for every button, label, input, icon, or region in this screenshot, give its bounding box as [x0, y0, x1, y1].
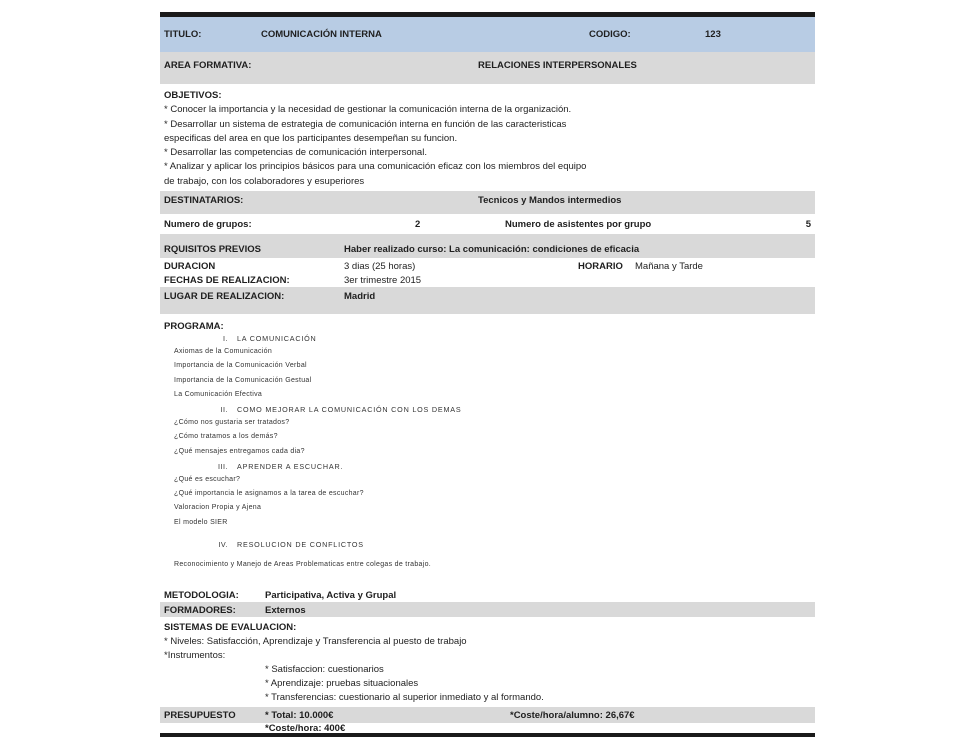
destinatarios-label: DESTINATARIOS:	[164, 195, 244, 207]
grupos-label: Numero de grupos:	[164, 219, 252, 231]
metodologia-row	[160, 587, 815, 602]
objetivo-line: * Desarrollar las competencias de comunicación interpersonal.	[164, 147, 427, 159]
duracion-value: 3 dias (25 horas)	[344, 261, 416, 273]
objetivo-line: * Desarrollar un sistema de estrategia de comunicación interna en función de las caracteristicas	[164, 118, 567, 130]
programa-subitem-text: ¿Qué mensajes entregamos cada dia?	[174, 447, 305, 455]
programa-heading-text: RESOLUCION DE CONFLICTOS	[237, 539, 364, 549]
programa-subitem	[160, 476, 815, 490]
programa-heading-text: LA COMUNICACIÓN	[237, 334, 317, 344]
programa-subitem-text: Axiomas de la Comunicación	[174, 348, 273, 356]
requisitos-label: RQUISITOS PREVIOS	[164, 244, 261, 256]
metodologia-label: METODOLOGIA:	[164, 590, 239, 602]
objetivo-line: * Conocer la importancia y la necesidad de gestionar la comunicación interna de la organización.	[164, 104, 572, 116]
programa-heading-text: COMO MEJORAR LA COMUNICACIÓN CON LOS DEMAS	[237, 405, 462, 415]
area-value: RELACIONES INTERPERSONALES	[478, 60, 637, 71]
programa-subitem	[160, 348, 815, 362]
horario-label: HORARIO	[578, 261, 623, 273]
programa-subitem	[160, 504, 815, 518]
presupuesto-label: PRESUPUESTO	[164, 710, 236, 722]
formadores-label: FORMADORES:	[164, 605, 236, 617]
niveles-line: * Niveles: Satisfacción, Aprendizaje y Transferencia al puesto de trabajo	[164, 636, 467, 648]
programa-subitem	[160, 362, 815, 376]
grupos-row	[160, 214, 815, 234]
programa-numeral: II.	[220, 405, 228, 415]
metodologia-value: Participativa, Activa y Grupal	[265, 590, 397, 602]
lugar-value: Madrid	[344, 291, 376, 303]
bottom-border-bar	[160, 733, 815, 737]
programa-subitem	[160, 519, 815, 533]
asistentes-value: 5	[805, 219, 811, 231]
coste-hora-row	[160, 723, 815, 733]
evaluacion-label: SISTEMAS DE EVALUACION:	[164, 622, 297, 634]
area-label: AREA FORMATIVA:	[164, 60, 252, 71]
objetivos-section	[160, 84, 815, 191]
lugar-row	[160, 287, 815, 314]
titulo-label: TITULO:	[164, 29, 202, 40]
requisitos-value: Haber realizado curso: La comunicación: condiciones de eficacia	[344, 244, 640, 256]
programa-numeral: I.	[223, 334, 228, 344]
programa-subitem-text: El modelo SIER	[174, 518, 228, 526]
fechas-value: 3er trimestre 2015	[344, 275, 422, 287]
programa-subitem-text: ¿Qué importancia le asignamos a la tarea de escuchar?	[174, 490, 364, 498]
objetivo-line: especificas del area en que los participantes desempeñan su funcion.	[164, 132, 458, 144]
programa-subitem-text: La Comunicación Efectiva	[174, 390, 263, 398]
asistentes-label: Numero de asistentes por grupo	[505, 219, 652, 231]
formadores-value: Externos	[265, 605, 306, 617]
programa-heading	[160, 462, 815, 476]
programa-subitem	[160, 561, 815, 575]
programa-numeral: III.	[218, 461, 228, 471]
evaluacion-section	[160, 617, 815, 707]
programa-subitem	[160, 448, 815, 462]
instrumento-item: * Aprendizaje: pruebas situacionales	[265, 678, 419, 690]
coste-hora: *Coste/hora: 400€	[265, 723, 346, 735]
presupuesto-total: * Total: 10.000€	[265, 710, 334, 722]
programa-subitem	[160, 377, 815, 391]
lugar-label: LUGAR DE REALIZACION:	[164, 291, 285, 303]
programa-subitem	[160, 391, 815, 405]
objetivo-line: * Analizar y aplicar los principios básicos para una comunicación eficaz con los miembros del equipo	[164, 161, 587, 173]
programa-heading	[160, 540, 815, 554]
instrumento-item: * Transferencias: cuestionario al superior inmediato y al formando.	[265, 692, 544, 704]
instrumentos-label: *Instrumentos:	[164, 650, 226, 662]
programa-heading	[160, 405, 815, 419]
title-row	[160, 17, 815, 52]
instrumento-item: * Satisfaccion: cuestionarios	[265, 664, 384, 676]
programa-subitem-text: Importancia de la Comunicación Gestual	[174, 376, 312, 384]
objetivos-label: OBJETIVOS:	[164, 90, 222, 101]
titulo-value: COMUNICACIÓN INTERNA	[261, 29, 382, 40]
fechas-label: FECHAS DE REALIZACION:	[164, 275, 290, 287]
programa-subitem-text: Valoracion Propia y Ajena	[174, 504, 262, 512]
programa-numeral: IV.	[218, 539, 228, 549]
programa-heading-text: APRENDER A ESCUCHAR.	[237, 461, 344, 471]
formadores-row	[160, 602, 815, 617]
programa-subitem	[160, 433, 815, 447]
codigo-value: 123	[705, 29, 721, 40]
fechas-row	[160, 273, 815, 287]
programa-subitem	[160, 490, 815, 504]
programa-heading	[160, 334, 815, 348]
requisitos-row	[160, 234, 815, 258]
grupos-value: 2	[415, 219, 421, 231]
course-sheet	[160, 12, 815, 737]
destinatarios-value: Tecnicos y Mandos intermedios	[478, 195, 622, 207]
programa-subitem-text: ¿Qué es escuchar?	[174, 475, 241, 483]
programa-subitem	[160, 419, 815, 433]
programa-section	[160, 314, 815, 587]
programa-subitem-text: Importancia de la Comunicación Verbal	[174, 362, 307, 370]
horario-value: Mañana y Tarde	[635, 261, 703, 273]
duracion-label: DURACION	[164, 261, 216, 273]
presupuesto-row	[160, 707, 815, 723]
programa-subitem-text: Reconocimiento y Manejo de Areas Problematicas entre colegas de trabajo.	[174, 560, 432, 568]
programa-subitem-text: ¿Cómo tratamos a los demás?	[174, 433, 278, 441]
coste-hora-alumno: *Coste/hora/alumno: 26,67€	[510, 710, 635, 722]
destinatarios-row	[160, 191, 815, 214]
objetivo-line: de trabajo, con los colaboradores y esuperiores	[164, 175, 365, 187]
programa-subitem-text: ¿Cómo nos gustaria ser tratados?	[174, 419, 290, 427]
area-formativa-row	[160, 52, 815, 84]
duracion-row	[160, 258, 815, 273]
codigo-label: CODIGO:	[589, 29, 631, 40]
programa-label: PROGRAMA:	[164, 321, 224, 333]
